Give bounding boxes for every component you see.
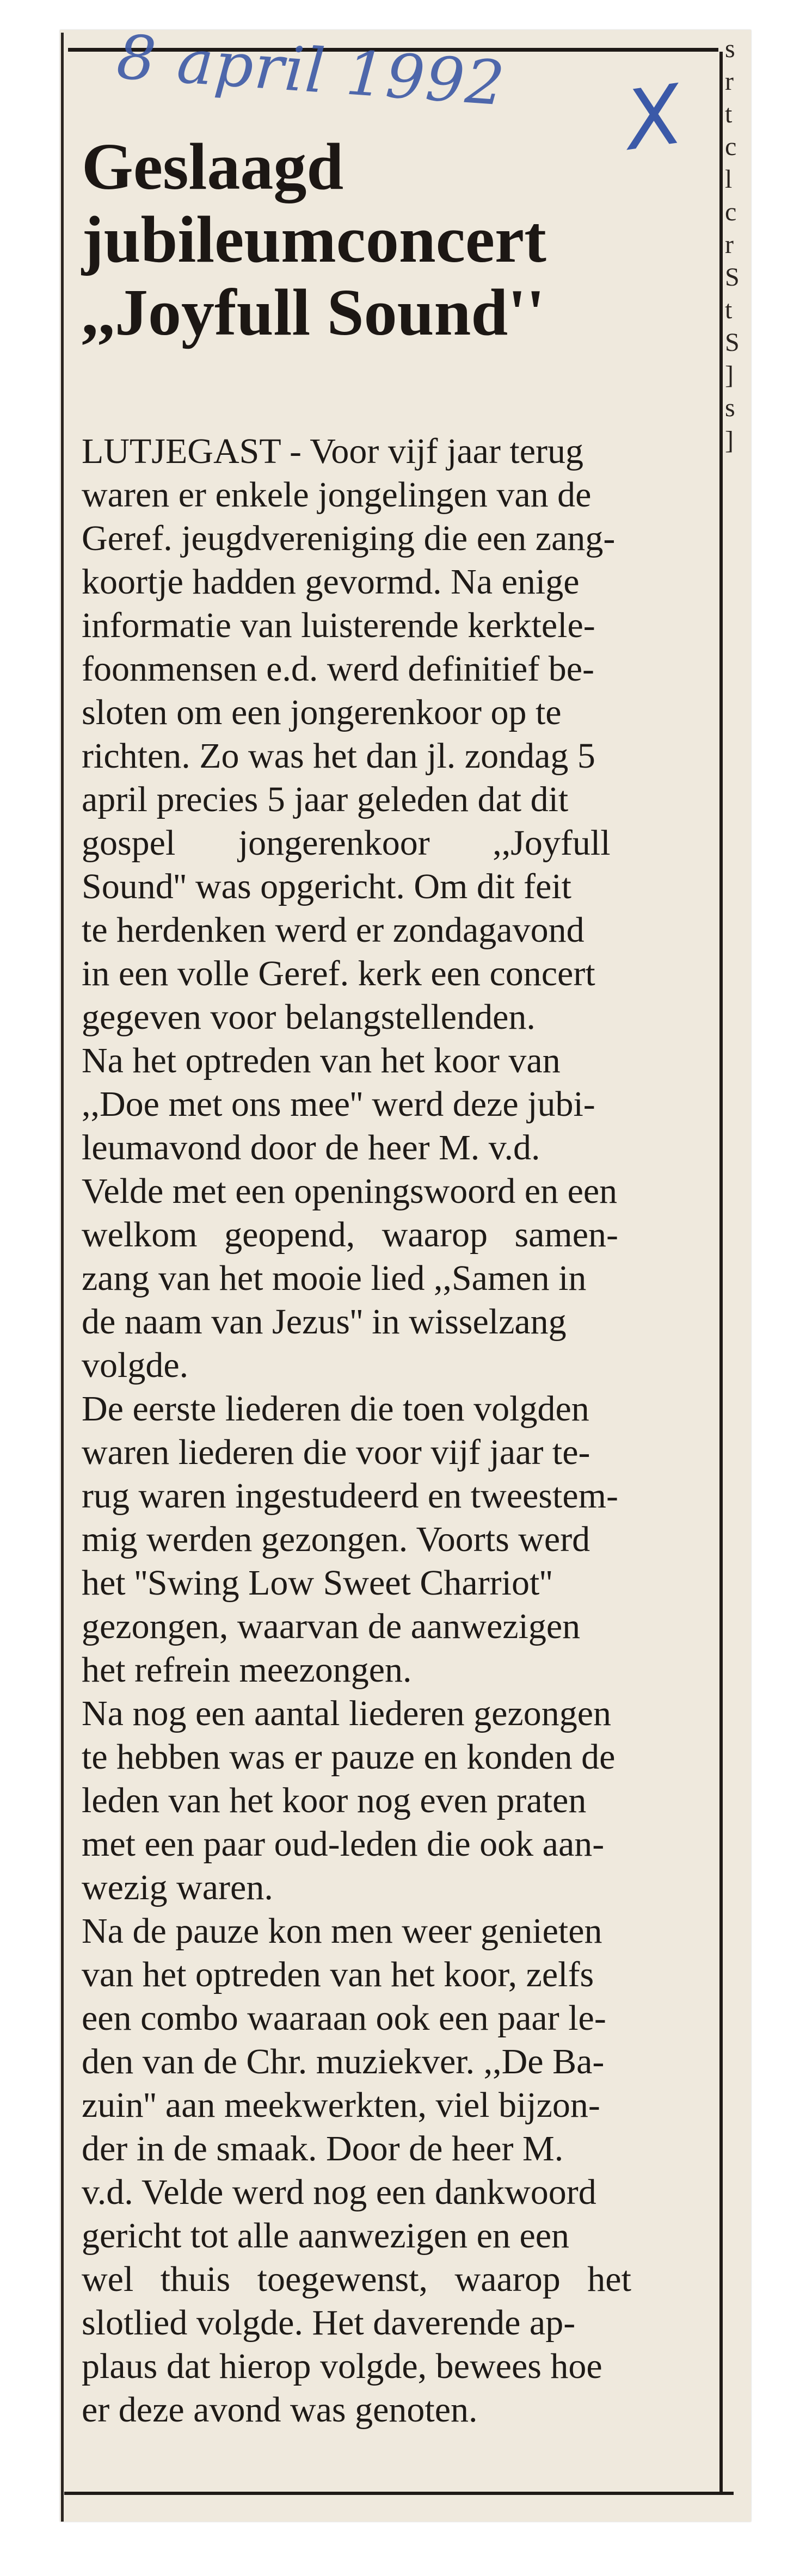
neighbor-fragment: S [725, 328, 740, 357]
neighbor-fragment: ] [725, 361, 734, 390]
neighbor-fragment: s [725, 34, 735, 63]
neighbor-fragment: c [725, 197, 737, 226]
neighbor-fragment: S [725, 263, 740, 292]
handwritten-mark: X [619, 67, 688, 169]
neighbor-column-fragment [725, 33, 750, 455]
handwritten-date: 8 april 1992 [114, 22, 508, 120]
headline-line-2: jubileumconcert [82, 203, 546, 276]
article-body [82, 430, 718, 2432]
bottom-rule [64, 2492, 734, 2495]
column-rule [719, 52, 723, 2492]
article-paragraph: LUTJEGAST - Voor vijf jaar terug waren er enkele jongelingen van de Geref. jeugdvereniging die een zang- koortje hadden gevormd. Na enige informatie van luisterende kerktele- foonmensen e.d. werd definitief be- sloten om een jongerenkoor op te richten. Zo was het dan jl. zondag 5 april precies 5 jaar geleden dat dit gospel jongerenkoor ,,Joyfull Sound'' was opgericht. Om dit feit te herdenken werd er zondagavond in een volle Geref. kerk een concert gegeven voor belangstellenden. [82, 431, 616, 1037]
article-paragraph: De eerste liederen die toen volgden waren liederen die voor vijf jaar te- rug waren ingestudeerd en tweestem- mig werden gezongen. Voorts werd het ''Swing Low Sweet Charriot'' gezongen, waarvan de aanwezigen het refrein meezongen. [82, 1389, 618, 1690]
neighbor-fragment: l [725, 165, 733, 194]
article-paragraph: Na nog een aantal liederen gezongen te hebben was er pauze en konden de leden van het koor nog even praten met een paar oud-leden die ook aan- wezig waren. [82, 1694, 616, 1907]
neighbor-fragment: t [725, 295, 733, 324]
headline [82, 131, 707, 349]
neighbor-fragment: c [725, 132, 737, 161]
neighbor-fragment: ] [725, 426, 734, 455]
clipping-left-edge [61, 33, 64, 2522]
headline-line-3: ,,Joyfull Sound'' [82, 276, 545, 349]
neighbor-fragment: r [725, 230, 734, 259]
article-paragraph: Na de pauze kon men weer genieten van het optreden van het koor, zelfs een combo waaraan ook een paar le- den van de Chr. muziekver. ,,De Ba- zuin'' aan meekwerkten, viel bijzon- der in de smaak. Door de heer M. v.d. Velde werd nog een dankwoord gericht tot alle aanwezigen en een wel thuis toegewenst, waarop het slotlied volgde. Het daverende ap- plaus dat hierop volgde, bewees hoe er deze avond was genoten. [82, 1911, 631, 2430]
headline-line-1: Geslaagd [82, 130, 344, 203]
neighbor-fragment: t [725, 100, 733, 128]
article-paragraph: Na het optreden van het koor van ,,Doe met ons mee'' werd deze jubi- leumavond door de heer M. v.d. Velde met een openingswoord en een welkom geopend, waarop samen- zang van het mooie lied ,,Samen in de naam van Jezus'' in wisselzang volgde. [82, 1041, 619, 1385]
neighbor-fragment: r [725, 67, 734, 96]
neighbor-fragment: s [725, 393, 735, 422]
